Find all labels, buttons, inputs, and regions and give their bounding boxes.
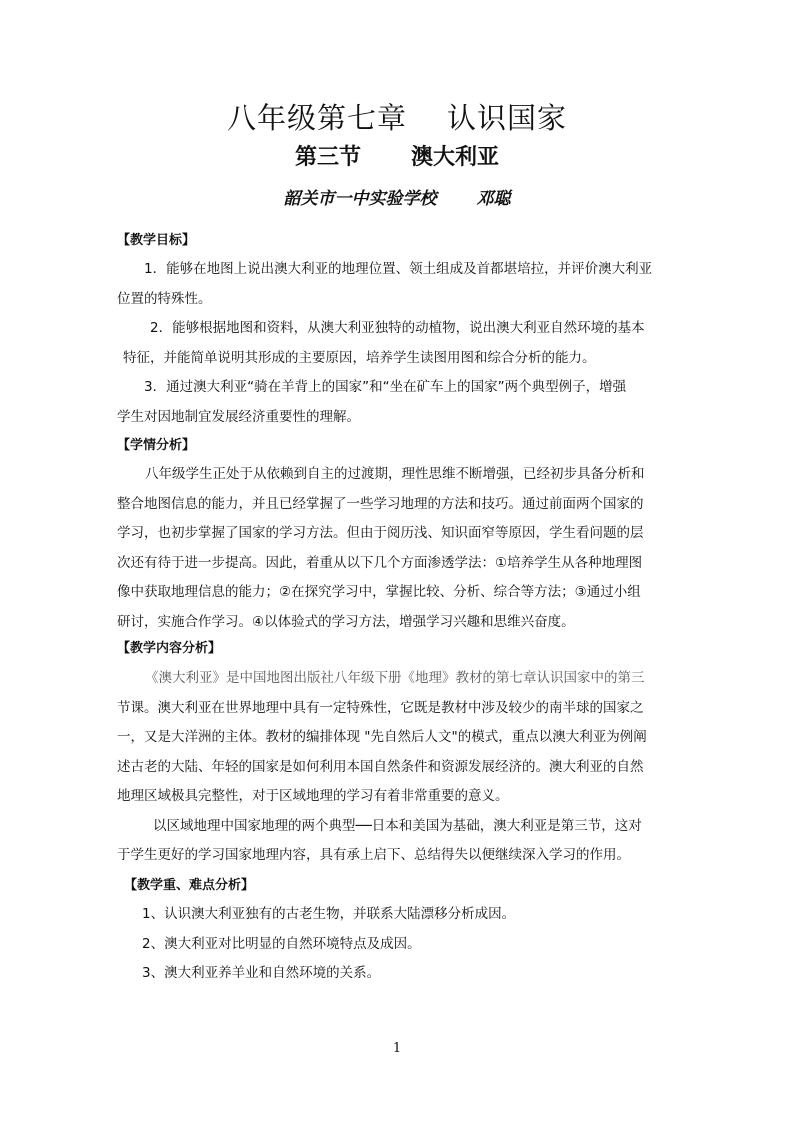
heading-key-points: 【教学重、难点分析】 — [124, 878, 255, 893]
objective-2-line-2: 特征，并能简单说明其形成的主要原因，培养学生读图用图和综合分析的能力。 — [123, 349, 596, 366]
heading-objectives: 【教学目标】 — [117, 233, 196, 248]
content-p2-line-2: 于学生更好的学习国家地理内容，具有承上启下、总结得失以便继续深入学习的作用。 — [117, 847, 630, 863]
subtitle-topic: 澳大利亚 — [411, 145, 500, 170]
learner-line-3: 学习，也初步掌握了国家的学习方法。但由于阅历浅、知识面窄等原因，学生看问题的层 — [117, 525, 644, 541]
page-subtitle — [0, 143, 794, 173]
heading-learner-analysis: 【学情分析】 — [117, 438, 196, 453]
content-p1-line-3: 一，又是大洋洲的主体。教材的编排体现 "先自然后人文"的模式，重点以澳大利亚为例阐 — [117, 729, 647, 745]
author-line — [0, 186, 794, 212]
objective-1-line-2: 位置的特殊性。 — [117, 290, 212, 307]
content-p1-line-5: 地理区域极具完整性，对于区域地理的学习有着非常重要的意义。 — [117, 788, 509, 804]
key-points-block — [142, 900, 515, 989]
key-point-3: 3、澳大利亚养羊业和自然环境的关系。 — [142, 965, 381, 981]
content-p1-line-2: 节课。澳大利亚在世界地理中具有一定特殊性，它既是教材中涉及较少的南半球的国家之 — [117, 699, 644, 716]
heading-content-analysis: 【教学内容分析】 — [117, 641, 222, 656]
content-p1-line-4: 述古老的大陆、年轻的国家是如何利用本国自然条件和资源发展经济的。澳大利亚的自然 — [117, 758, 644, 775]
title-topic: 认识国家 — [447, 101, 568, 135]
learner-analysis-block — [117, 460, 645, 637]
title-chapter: 八年级第七章 — [226, 101, 407, 135]
subtitle-section: 第三节 — [294, 145, 361, 170]
learner-line-6: 研讨，实施合作学习。④以体验式的学习方法，增强学习兴趣和思维兴奋度。 — [117, 613, 575, 630]
learner-line-1: 八年级学生正处于从依赖到自主的过渡期，理性思维不断增强，已经初步具备分析和 — [145, 466, 645, 482]
learner-line-2: 整合地图信息的能力，并且已经掌握了一些学习地理的方法和技巧。通过前面两个国家的 — [117, 495, 644, 512]
content-p2-line-1: 以区域地理中国家地理的两个典型──日本和美国为基础，澳大利亚是第三节，这对 — [153, 817, 642, 834]
content-analysis-block — [117, 664, 647, 871]
key-point-2: 2、澳大利亚对比明显的自然环境特点及成因。 — [142, 935, 421, 952]
learner-line-5: 像中获取地理信息的能力；②在探究学习中，掌握比较、分析、综合等方法；③通过小组 — [117, 584, 641, 600]
author-name: 邓聪 — [476, 189, 511, 209]
objective-3-line-1: 3．通过澳大利亚“骑在羊背上的国家”和“坐在矿车上的国家”两个典型例子，增强 — [144, 379, 627, 395]
page-title — [0, 98, 794, 138]
content-p1-line-1: 《澳大利亚》是中国地图出版社八年级下册《地理》教材的第七章认识国家中的第三 — [145, 670, 645, 686]
objective-1-line-1: 1．能够在地图上说出澳大利亚的地理位置、领土组成及首都堪培拉，并评价澳大利亚 — [144, 261, 653, 277]
key-point-1: 1、认识澳大利亚独有的古老生物，并联系大陆漂移分析成因。 — [142, 906, 516, 922]
objective-2-line-1: 2．能够根据地图和资料，从澳大利亚独特的动植物，说出澳大利亚自然环境的基本 — [150, 320, 645, 336]
page-number: 1 — [392, 1041, 402, 1056]
objective-3-line-2: 学生对因地制宜发展经济重要性的理解。 — [117, 408, 360, 425]
objectives-block — [117, 255, 652, 432]
learner-line-4: 次还有待于进一步提高。因此，着重从以下几个方面渗透学法：①培养学生从各种地理图 — [117, 554, 643, 571]
author-school: 韶关市一中实验学校 — [283, 189, 437, 209]
